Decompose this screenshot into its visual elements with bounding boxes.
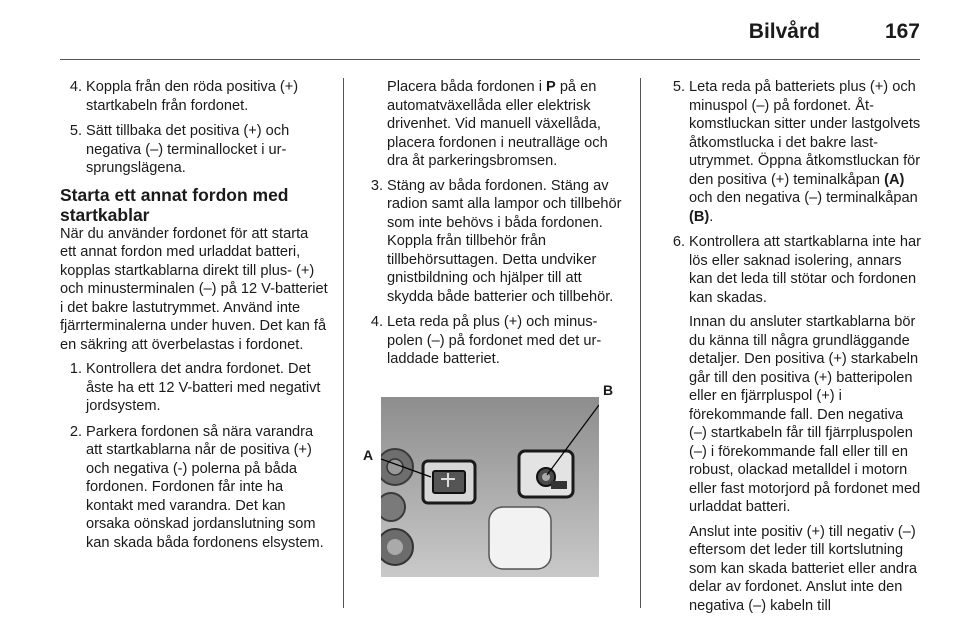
- list-number: 6.: [672, 234, 685, 250]
- list-item: [663, 233, 923, 615]
- list-number: 3.: [370, 177, 383, 194]
- text-run: Placera båda fordonen i: [387, 79, 547, 95]
- list-item: [663, 78, 923, 226]
- column-divider: [343, 78, 344, 608]
- steps-list: [663, 78, 923, 615]
- list-item: [361, 177, 625, 307]
- steps-list: [361, 177, 625, 369]
- text-run: på en automatväxellåda eller elektrisk drivenhet. Vid manuell växellåda, placera fordonen i neutralläge och dra åt parkeringsbromsen.: [387, 79, 608, 169]
- page-header: [60, 0, 920, 60]
- callout-label-b: B: [603, 381, 614, 398]
- list-number: 2.: [69, 423, 82, 440]
- list-number: 5.: [69, 123, 82, 139]
- section-heading: Starta ett annat fordon med startkablar: [60, 184, 289, 225]
- list-number: 5.: [672, 79, 685, 95]
- column-1: [60, 78, 328, 559]
- text-run: .: [709, 208, 714, 225]
- text-run: Leta reda på batteriets plus (+) och minuspol (–) på fordonet. Åtkomstluckan sitter under lastgolvets åtkomstlucka i det bakre lastutrymmet. Öppna åtkomstluckan för den positiva (+) teminalkåpan: [689, 79, 921, 188]
- section-intro: När du använder fordonet för att starta ett annat fordon med urladdat batteri, kopplas startkablarna direkt till plus- (+) och minusterminalen (–) på 12 V-batteriet i det bakre lastutrymmet. Använd inte fjärrterminalerna under huven. Det kan få en säkring att överbelastas i fordonet.: [60, 225, 328, 353]
- page-title: Bilvård: [748, 20, 820, 43]
- list-item: [361, 313, 625, 369]
- list-number: 1.: [69, 361, 82, 377]
- list-text: Stäng av båda fordonen. Stäng av radion samt alla lampor och tillbehör som inte behövs i båda fordonen. Koppla från tillbehör från tillbehörsuttagen. Detta undviker gnistbildning och hjälper till att skydda både batterier och tillbehör.: [387, 177, 622, 305]
- list-text: Koppla från den röda positiva (+) startkabeln från fordonet.: [86, 79, 299, 114]
- list-text: Sätt tillbaka det positiva (+) och negativa (–) terminallocket i ursprungslägena.: [86, 123, 290, 176]
- callout-label-a: A: [363, 446, 374, 463]
- paragraph: Innan du ansluter startkablarna bör du känna till några grundläggande detaljer. Den positiva (+) starkabeln går till den positiva (+) batteripolen eller en fjärrpluspol (+) i förekommande fall. Den negativa (–) startkabeln får till fjärrpluspolen (–) i förekommande fall eller till en robust, olackad metalldel i motorn eller fast motorjord på fordonet med urladdat batteri.: [689, 314, 921, 515]
- text-run: och den negativa (–) terminalkåpan: [689, 190, 918, 206]
- steps-list-top: [60, 78, 328, 178]
- list-number: 4.: [69, 79, 82, 95]
- ref-b: (B): [689, 208, 710, 225]
- column-2: [361, 78, 625, 577]
- paragraph: Anslut inte positiv (+) till negativ (–) eftersom det leder till kortslutning som kan skada batteriet eller andra delar av fordonet. Anslut inte den negativa (–) kabeln till: [689, 523, 917, 614]
- list-text: Kontrollera det andra fordonet. Det åste ha ett 12 V-batteri med negativt jordsystem.: [86, 361, 321, 414]
- steps-list: [60, 360, 328, 552]
- column-divider: [640, 78, 641, 608]
- page-number: 167: [884, 20, 920, 43]
- list-text: Leta reda på plus (+) och minuspolen (–) på fordonet med det urladdade batteriet.: [387, 314, 602, 367]
- battery-compartment-image: [381, 397, 599, 577]
- battery-compartment-illustration: [381, 397, 599, 577]
- ref-a: (A): [884, 171, 905, 188]
- list-item: [60, 423, 328, 553]
- list-item: [60, 78, 328, 115]
- gear-p-label: P: [546, 79, 556, 95]
- list-text: Parkera fordonen så nära varandra att startkablarna når de positiva (+) och negativa (-) polerna på båda fordonen. Fordonen får inte ha kontakt med varandra. Det kan orsaka oönskad jordanslutning som kan skada båda fordonens elsystem.: [86, 423, 324, 551]
- battery-terminals-figure: [361, 377, 619, 577]
- paragraph: [361, 78, 625, 171]
- column-3: [663, 78, 923, 622]
- list-item: [60, 122, 328, 178]
- list-number: 4.: [370, 314, 383, 330]
- list-text: Kontrollera att startkablarna inte har lös eller saknad isolering, annars kan det leda till stötar och fordonen kan skadas.: [689, 234, 922, 306]
- list-item: [60, 360, 328, 416]
